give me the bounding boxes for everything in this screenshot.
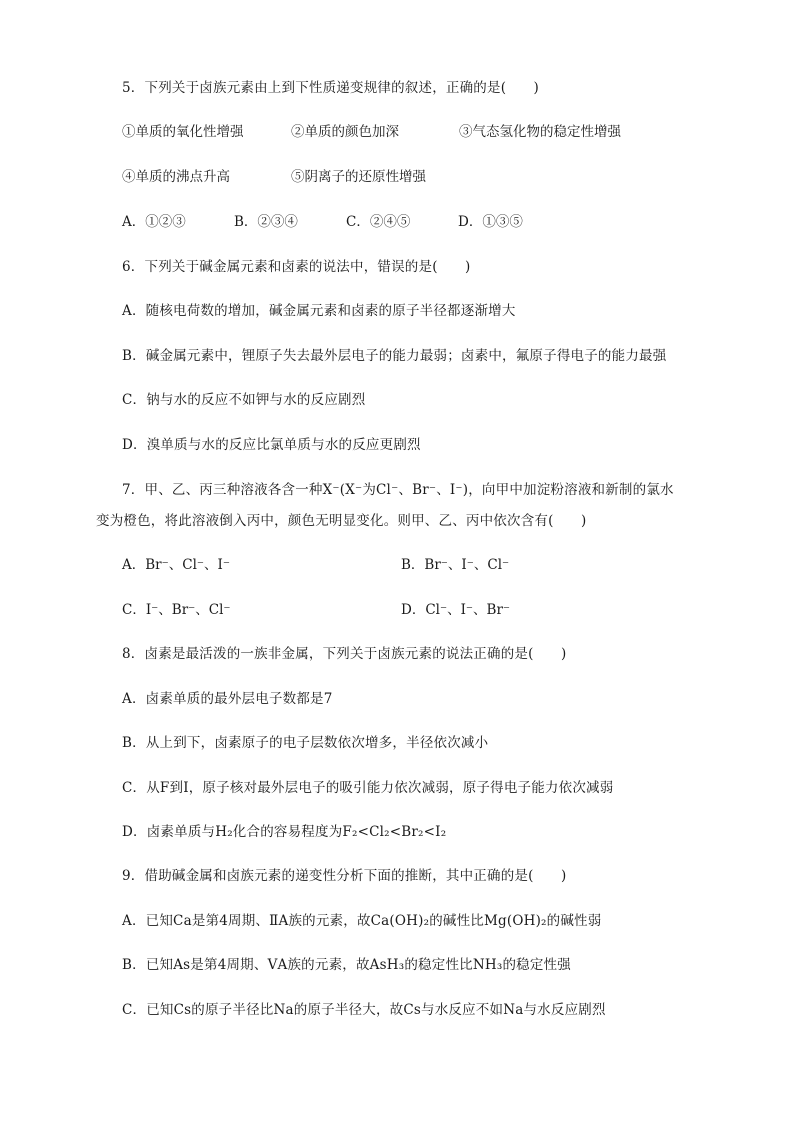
q5-option-b: B．②③④: [234, 214, 298, 230]
q8-option-c: C．从F到I，原子核对最外层电子的吸引能力依次减弱，原子得电子能力依次减弱: [122, 780, 614, 796]
q8-option-d: D．卤素单质与H₂化合的容易程度为F₂<Cl₂<Br₂<I₂: [122, 824, 447, 840]
q7-option-b: B．Br⁻、I⁻、Cl⁻: [401, 557, 510, 573]
q7-option-c: C．I⁻、Br⁻、Cl⁻: [122, 602, 231, 618]
q5-item-3: ③气态氢化物的稳定性增强: [459, 124, 621, 140]
q5-option-d: D．①③⑤: [458, 214, 523, 230]
q8-stem: 8．卤素是最活泼的一族非金属，下列关于卤族元素的说法正确的是( ): [122, 646, 567, 662]
q5-item-5: ⑤阴离子的还原性增强: [291, 169, 426, 185]
q9-option-b: B．已知As是第4周期、ⅤA族的元素，故AsH₃的稳定性比NH₃的稳定性强: [122, 957, 571, 973]
q5-item-4: ④单质的沸点升高: [122, 169, 230, 185]
q5-item-1: ①单质的氧化性增强: [122, 124, 244, 140]
q8-option-a: A．卤素单质的最外层电子数都是7: [122, 691, 333, 707]
q6-option-d: D．溴单质与水的反应比氯单质与水的反应更剧烈: [122, 437, 421, 453]
q5-option-c: C．②④⑤: [346, 214, 411, 230]
q9-option-c: C．已知Cs的原子半径比Na的原子半径大，故Cs与水反应不如Na与水反应剧烈: [122, 1002, 606, 1018]
q6-option-a: A．随核电荷数的增加，碱金属元素和卤素的原子半径都逐渐增大: [122, 303, 516, 319]
q7-option-a: A．Br⁻、Cl⁻、I⁻: [122, 557, 230, 573]
q5-item-2: ②单质的颜色加深: [291, 124, 399, 140]
q5-option-a: A．①②③: [122, 214, 186, 230]
q9-option-a: A．已知Ca是第4周期、ⅡA族的元素，故Ca(OH)₂的碱性比Mg(OH)₂的碱性弱: [122, 913, 602, 929]
q8-option-b: B．从上到下，卤素原子的电子层数依次增多，半径依次减小: [122, 735, 489, 751]
q6-option-b: B．碱金属元素中，锂原子失去最外层电子的能力最弱；卤素中，氟原子得电子的能力最强: [122, 348, 667, 364]
q6-stem: 6．下列关于碱金属元素和卤素的说法中，错误的是( ): [122, 259, 471, 275]
q5-stem: 5．下列关于卤族元素由上到下性质递变规律的叙述，正确的是( ): [122, 80, 540, 96]
q7-option-d: D．Cl⁻、I⁻、Br⁻: [401, 602, 511, 618]
q9-stem: 9．借助碱金属和卤族元素的递变性分析下面的推断，其中正确的是( ): [122, 868, 567, 884]
q7-stem-line-1: 7．甲、乙、丙三种溶液各含一种X⁻(X⁻为Cl⁻、Br⁻、I⁻)，向甲中加淀粉溶液和新制的氯水: [122, 482, 674, 498]
q6-option-c: C．钠与水的反应不如钾与水的反应剧烈: [122, 392, 366, 408]
q7-stem-line-2: 变为橙色，将此溶液倒入丙中，颜色无明显变化。则甲、乙、丙中依次含有( ): [96, 513, 587, 529]
